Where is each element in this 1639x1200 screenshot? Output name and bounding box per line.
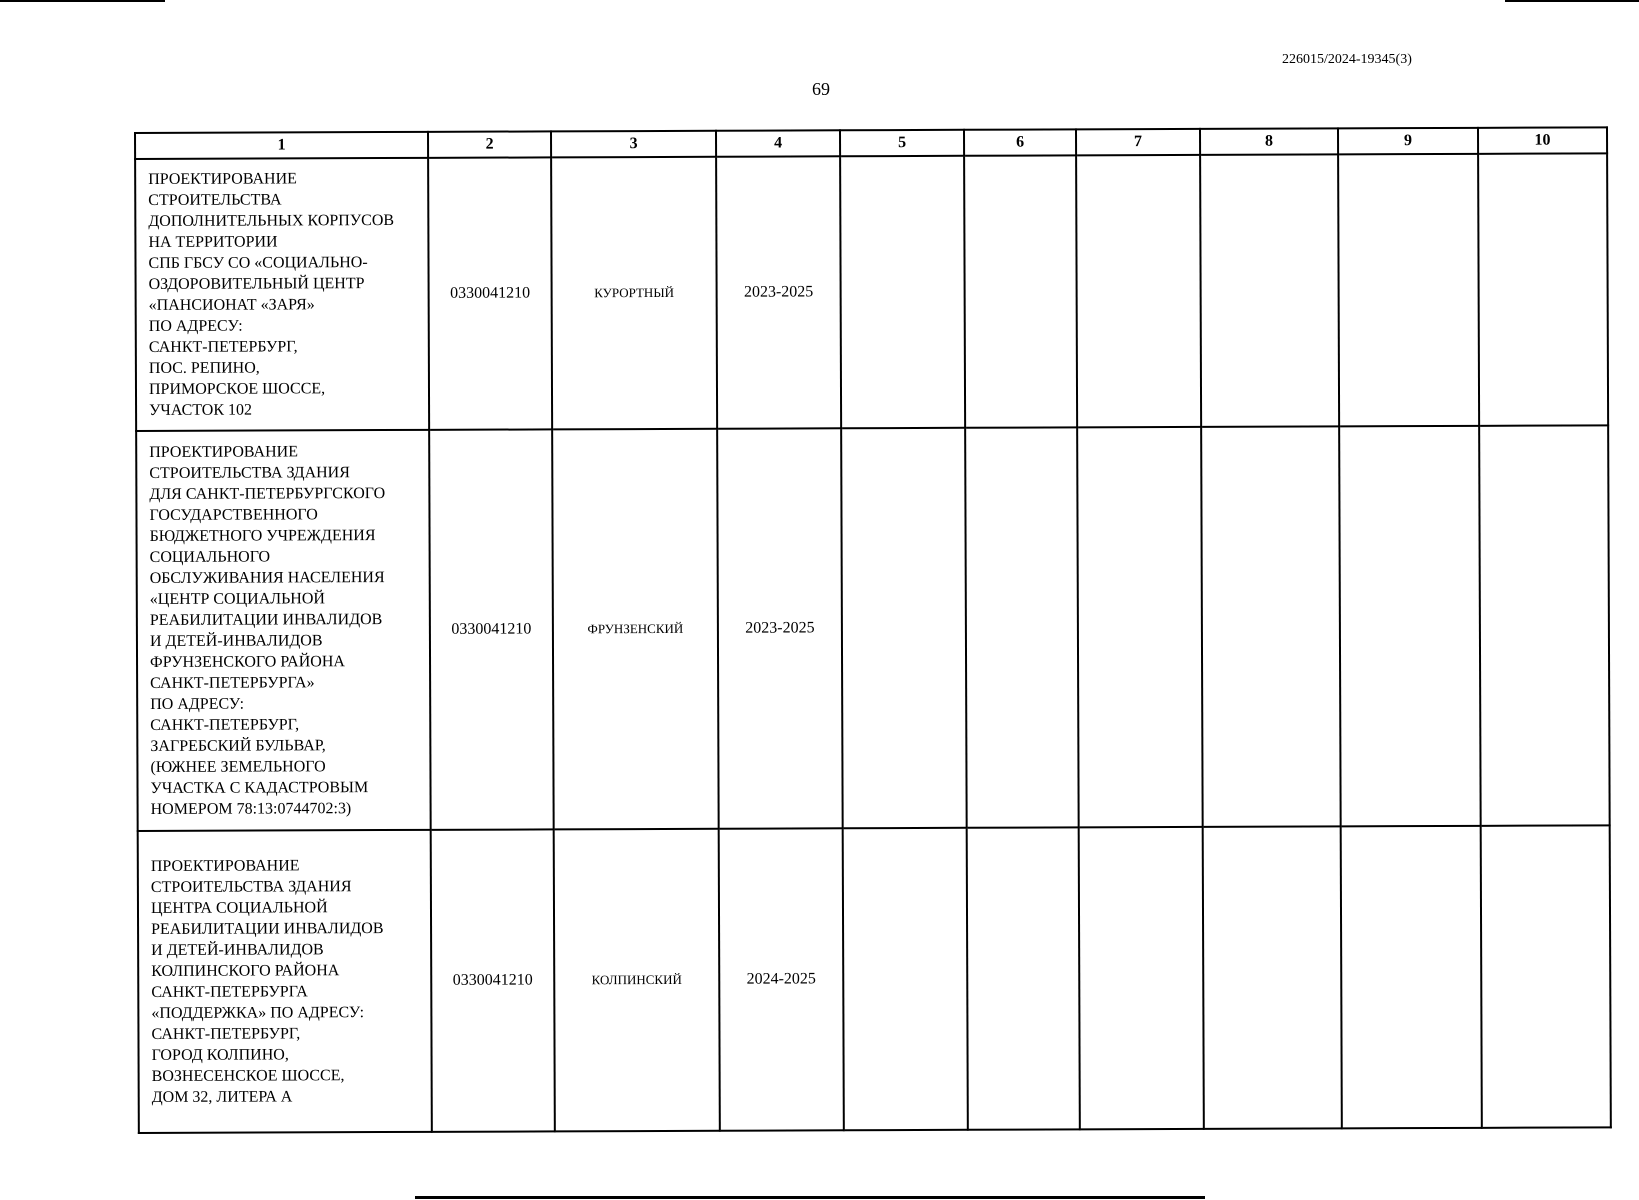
projects-table [134, 126, 1612, 1134]
empty-cell [1339, 426, 1481, 827]
code-cell: 0330041210 [429, 429, 554, 829]
column-header: 9 [1338, 128, 1478, 155]
column-header: 6 [964, 129, 1076, 155]
empty-cell [1479, 425, 1610, 825]
scan-edge-top-right [1505, 0, 1639, 2]
empty-cell [841, 428, 967, 828]
page-number: 69 [812, 79, 830, 99]
empty-cell [840, 156, 965, 428]
empty-cell [843, 828, 968, 1130]
district-cell: КУРОРТНЫЙ [551, 157, 717, 430]
empty-cell [1201, 426, 1341, 827]
table-row [135, 153, 1608, 431]
empty-cell [1077, 427, 1203, 827]
empty-cell [1481, 825, 1611, 1127]
scan-edge-top-left [0, 0, 165, 2]
district-cell: КОЛПИНСКИЙ [554, 829, 720, 1132]
code-cell: 0330041210 [428, 157, 552, 429]
column-header: 1 [135, 132, 428, 159]
column-header: 4 [716, 130, 840, 156]
column-header: 2 [428, 131, 551, 157]
empty-cell [965, 427, 1079, 827]
period-cell: 2023-2025 [716, 156, 841, 428]
project-name-cell: ПРОЕКТИРОВАНИЕ СТРОИТЕЛЬСТВА ЗДАНИЯ ДЛЯ САНКТ-ПЕТЕРБУРГСКОГО ГОСУДАРСТВЕННОГО БЮДЖЕТНОГО УЧРЕЖДЕНИЯ СОЦИАЛЬНОГО ОБСЛУЖИВАНИЯ НАСЕЛЕНИЯ «ЦЕНТР СОЦИАЛЬНОЙ РЕАБИЛИТАЦИИ ИНВАЛИДОВ И ДЕТЕЙ-ИНВАЛИДОВ ФРУНЗЕНСКОГО РАЙОНА САНКТ-ПЕТЕРБУРГА» ПО АДРЕСУ: САНКТ-ПЕТЕРБУРГ, ЗАГРЕБСКИЙ БУЛЬВАР, (ЮЖНЕЕ ЗЕМЕЛЬНОГО УЧАСТКА С КАДАСТРОВЫМ НОМЕРОМ 78:13:0744702:3) [136, 430, 431, 831]
empty-cell [1076, 155, 1201, 427]
project-name-cell: ПРОЕКТИРОВАНИЕ СТРОИТЕЛЬСТВА ДОПОЛНИТЕЛЬНЫХ КОРПУСОВ НА ТЕРРИТОРИИ СПБ ГБСУ СО «СОЦИАЛЬНО- ОЗДОРОВИТЕЛЬНЫЙ ЦЕНТР «ПАНСИОНАТ «ЗАРЯ» ПО АДРЕСУ: САНКТ-ПЕТЕРБУРГ, ПОС. РЕПИНО, ПРИМОРСКОЕ ШОССЕ, УЧАСТОК 102 [135, 158, 429, 431]
code-cell: 0330041210 [431, 829, 555, 1131]
scan-edge-bottom [415, 1196, 1205, 1199]
empty-cell [967, 827, 1080, 1129]
project-name-cell: ПРОЕКТИРОВАНИЕ СТРОИТЕЛЬСТВА ЗДАНИЯ ЦЕНТРА СОЦИАЛЬНОЙ РЕАБИЛИТАЦИИ ИНВАЛИДОВ И ДЕТЕЙ-ИНВАЛИДОВ КОЛПИНСКОГО РАЙОНА САНКТ-ПЕТЕРБУРГА «ПОДДЕРЖКА» ПО АДРЕСУ: САНКТ-ПЕТЕРБУРГ, ГОРОД КОЛПИНО, ВОЗНЕСЕНСКОЕ ШОССЕ, ДОМ 32, ЛИТЕРА А [138, 830, 432, 1133]
empty-cell [1203, 826, 1342, 1129]
period-cell: 2024-2025 [719, 828, 844, 1130]
empty-cell [1338, 154, 1479, 427]
column-header: 7 [1076, 129, 1200, 155]
column-header: 10 [1478, 127, 1607, 153]
period-cell: 2023-2025 [717, 428, 843, 828]
empty-cell [1341, 826, 1482, 1129]
table-row [138, 825, 1611, 1133]
district-cell: ФРУНЗЕНСКИЙ [552, 429, 719, 830]
empty-cell [1478, 153, 1608, 425]
column-header: 3 [551, 131, 716, 158]
document-number: 226015/2024-19345(3) [1282, 52, 1412, 67]
empty-cell [1079, 827, 1204, 1129]
table-container [134, 126, 1610, 1134]
column-header: 8 [1200, 128, 1338, 155]
empty-cell [1200, 154, 1339, 427]
empty-cell [964, 155, 1077, 427]
table-row [136, 425, 1610, 831]
column-header: 5 [840, 130, 964, 156]
